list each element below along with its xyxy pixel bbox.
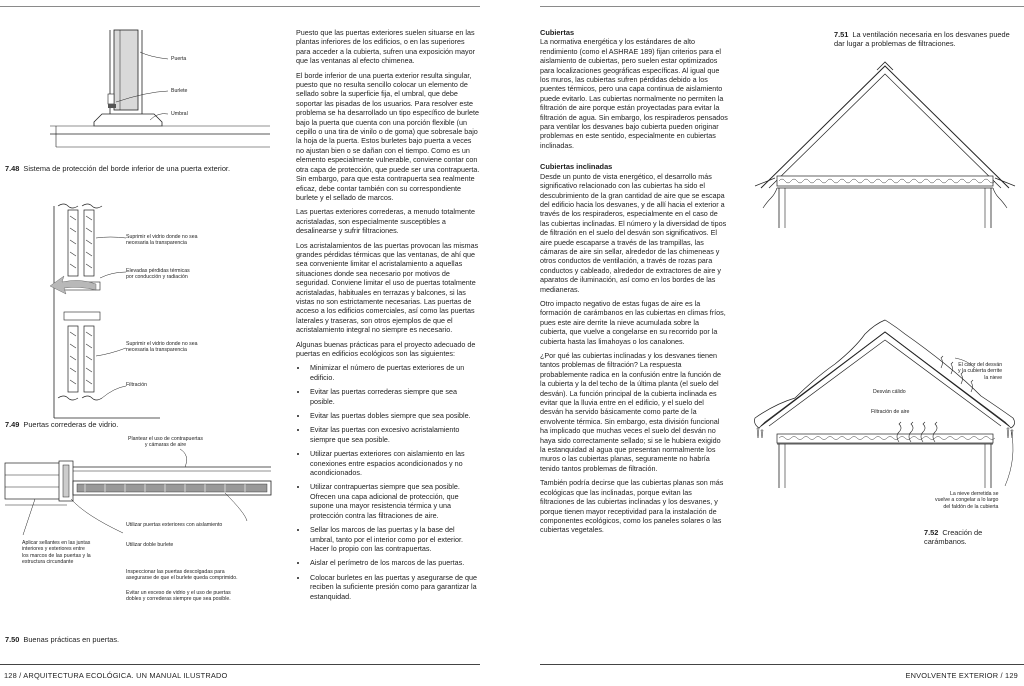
fig750-label-aislamiento: Utilizar puertas exteriores con aislamiento	[126, 522, 223, 528]
paragraph: Los acristalamientos de las puertas provocan las mismas grandes pérdidas térmicas que las ventanas, de ahí que sea conveniente limitar el acristalamiento a aquellas situaciones donde sea necesario por motivos de seguridad. Conviene limitar el uso de puertas totalmente acristaladas, habituales en terrazas y balcones, si las vistas no son estrictamente necesarias. Las puertas de acceso a los edificios comerciales, así como las puertas laterales y traseras, son otros ejemplos de que el acristalamiento integral no siempre es necesario.	[296, 240, 479, 335]
fig752-label-desvan-calido: Desván cálido	[873, 389, 906, 395]
fig752-label-calor-derrite: El calor del desván y la cubierta derrite la nieve	[958, 362, 1003, 381]
list-item: • Utilizar contrapuertas siempre que sea posible. Ofrecen una capa adicional de protección, que supone una mayor resistencia térmica y una protección contra las filtraciones de aire.	[308, 482, 480, 520]
list-item: • Evitar las puertas correderas siempre que sea posible.	[308, 387, 480, 406]
right-page-footer: ENVOLVENTE EXTERIOR / 129	[905, 671, 1018, 680]
figure-7-50-caption	[5, 635, 255, 644]
fig752-label-nieve-derretida: La nieve derretida se vuelve a congelar a lo largo del faldón de la cubierta	[935, 491, 999, 510]
paragraph: Puesto que las puertas exteriores suelen situarse en las plantas inferiores de los edificios, o en las superiores para acceder a la cubierta, sufren una exposición mayor que las ventanas al efecto chimenea.	[296, 28, 475, 66]
paragraph: Las puertas exteriores correderas, a menudo totalmente acristaladas, son especialmente susceptibles a desalinearse y sufrir filtraciones.	[296, 207, 475, 236]
right-body-column	[540, 28, 728, 540]
fig748-label-umbral: Umbral	[171, 111, 188, 117]
fig750-label-contrapuertas: Plantear el uso de contrapuertas y cámaras de aire	[128, 436, 203, 449]
figure-7-51-attic-ventilation-drawing	[755, 58, 1024, 228]
paragraph: Otro impacto negativo de estas fugas de aire es la formación de carámbanos en las cubiertas en climas fríos, pues este aire derrite la nieve acumulada sobre la cubierta, que vuelve a congelarse en su recorrido por la cubierta hasta las limahoyas o los canalones.	[540, 298, 726, 346]
paragraph: Desde un punto de vista energético, el desarrollo más significativo relacionado con las cubiertas ha sido el descubrimiento de la gran cantidad de aire que se escapa del edificio hacia los desvanes, y de allí hacia el exterior a través de los respiraderos, especialmente en el caso de las cubiertas inclinadas. El número y la diversidad de tipos de filtración en el suelo del desván son significativos. El aire puede escaparse a través de las trampillas, las cámaras de aire sin sellar, alrededor de las chimeneas y otros conductos de ventilación, a través de rozas para conductos y cableado, alrededor de extractores de aire y aparatos de iluminación, así como en los bordes de las medianeras.	[540, 171, 727, 294]
fig749-label-suprimir-top: Suprimir el vidrio donde no sea necesaria la transparencia	[126, 234, 198, 247]
fig752-label-filtracion-aire: Filtración de aire	[871, 409, 910, 415]
figure-number: 7.52	[924, 528, 939, 537]
caption-text: Sistema de protección del borde inferior de una puerta exterior.	[23, 164, 231, 173]
figure-number: 7.50	[5, 635, 20, 644]
fig748-label-puerta: Puerta	[171, 56, 187, 62]
left-body-column	[296, 28, 480, 606]
good-practices-list	[296, 363, 480, 601]
list-item: • Colocar burletes en las puertas y asegurarse de que reciben la suficiente presión como para garantizar la estanquidad.	[308, 573, 480, 601]
figure-number: 7.49	[5, 420, 20, 429]
fig750-label-sellantes: Aplicar sellantes en las juntas interiores y exteriores entre los marcos de las puertas y la estructura circundante	[22, 540, 91, 566]
fig748-label-burlete: Burlete	[171, 88, 188, 94]
list-item: • Utilizar puertas exteriores con aislamiento en las conexiones entre espacios acondicionados y no acondicionados.	[308, 449, 480, 477]
figure-7-52-caption	[924, 528, 1024, 546]
figure-7-50-door-practices-plan	[5, 455, 275, 515]
list-item: • Minimizar el número de puertas exteriores de un edificio.	[308, 363, 480, 382]
figure-7-49-caption	[5, 420, 255, 429]
left-page-footer: 128 / ARQUITECTURA ECOLÓGICA. UN MANUAL ILUSTRADO	[4, 671, 228, 680]
fig750-label-evitar: Evitar un exceso de vidrio y el uso de puertas dobles y correderas siempre que sea posible.	[126, 590, 231, 603]
section-heading-cubiertas: Cubiertas	[540, 28, 575, 37]
top-rule-left	[0, 6, 480, 7]
bottom-rule-right	[540, 664, 1024, 665]
fig749-label-perdidas: Elevadas pérdidas térmicas por conducción y radiación	[126, 268, 190, 281]
paragraph: La normativa energética y los estándares de alto rendimiento (como el ASHRAE 189) fijan criterios para el aislamiento de cubiertas, pero suelen estar optimizados para localizaciones geográficas específicas. Al igual que los muros, las cubiertas sufren pérdidas debido a los puentes térmicos, pero una capa continua de aislamiento puede evitarlo. Las cubiertas normalmente no permiten la filtración de aire porque están proyectadas para evitar la filtración de agua. Sin embargo, los respiraderos pensados para ventilar los desvanes bajo cubierta pueden originar problemas en este sentido, especialmente en cubiertas inclinadas.	[540, 37, 728, 150]
figure-7-51-caption	[834, 30, 1020, 48]
caption-text: Puertas correderas de vidrio.	[23, 420, 119, 429]
fig750-label-inspeccionar: Inspeccionar las puertas descolgadas para asegurarse de que el burlete queda comprimido.	[126, 569, 238, 582]
paragraph: El borde inferior de una puerta exterior resulta singular, puesto que no resulta sencillo colocar un elemento de sellado sobre la superficie fija, el umbral, que debe soportar las pisadas de los usuarios. Para resolver este problema se ha desarrollado un tipo específico de burlete bajo la puerta que cuenta con una porción flexible (un cepillo o una tira de vinilo o de goma) que sobresale bajo la hoja de la puerta. Estos burletes bajo puerta a veces no ajustan bien o se dañan con el tiempo. Como es un elemento especialmente vulnerable, conviene contar con otra capa de protección, que puede ser una contrapuerta. Sin embargo, para que esta contrapuerta sea realmente eficaz, debe contar también con su correspondiente burlete y el sellado de marcos.	[296, 70, 480, 202]
section-heading-cubiertas-inclinadas: Cubiertas inclinadas	[540, 162, 613, 172]
top-rule-right	[540, 6, 1024, 7]
fig749-label-suprimir-bottom: Suprimir el vidrio donde no sea necesaria la transparencia	[126, 341, 198, 354]
list-item: • Evitar las puertas con excesivo acristalamiento siempre que sea posible.	[308, 425, 480, 444]
list-item: • Aislar el perímetro de los marcos de las puertas.	[308, 558, 480, 567]
caption-text: La ventilación necesaria en los desvanes puede dar lugar a problemas de filtraciones.	[834, 30, 1010, 48]
figure-number: 7.48	[5, 164, 20, 173]
list-item: • Evitar las puertas dobles siempre que sea posible.	[308, 411, 480, 420]
fig750-label-doble-burlete: Utilizar doble burlete	[126, 542, 174, 548]
figure-number: 7.51	[834, 30, 849, 39]
fig749-label-filtracion: Filtración	[126, 382, 148, 388]
caption-text: Creación de carámbanos.	[924, 528, 983, 546]
figure-7-48-caption	[5, 164, 255, 173]
paragraph: ¿Por qué las cubiertas inclinadas y los desvanes tienen tantos problemas de filtración? La respuesta probablemente radica en la confusión entre la función de la cubierta y la del techo de la última planta (el suelo del desván). La función principal de la cubierta inclinada es evitar que la lluvia entre en el edificio, y el suelo del desván ha servido básicamente como parte de la envolvente térmica. Sin embargo, esta división funcional ha implicado que muchas veces el suelo del desván no haya sido correctamente sellado; si se le hubiera exigido la estanquidad al agua que presentan normalmente los muros o las cubiertas planas, seguramente no habría tenido tantos problemas de filtración.	[540, 351, 722, 473]
paragraph: También podría decirse que las cubiertas planas son más ecológicas que las inclinadas, porque evitan las filtraciones de las cubiertas inclinadas y los desvanes, y porque tienen mayor receptividad para la instalación de componentes ecológicos, como los paneles solares o las cubiertas vegetales.	[540, 478, 724, 535]
bottom-rule-left	[0, 664, 480, 665]
caption-text: Buenas prácticas en puertas.	[23, 635, 120, 644]
list-item: • Sellar los marcos de las puertas y la base del umbral, tanto por el interior como por el exterior. Hacer lo propio con las contrapuertas.	[308, 525, 480, 553]
figure-7-48-door-bottom-drawing	[50, 22, 270, 172]
paragraph: Algunas buenas prácticas para el proyecto adecuado de puertas en edificios ecológicos son las siguientes:	[296, 339, 476, 358]
figure-7-52-ice-dam-drawing	[755, 318, 1024, 518]
